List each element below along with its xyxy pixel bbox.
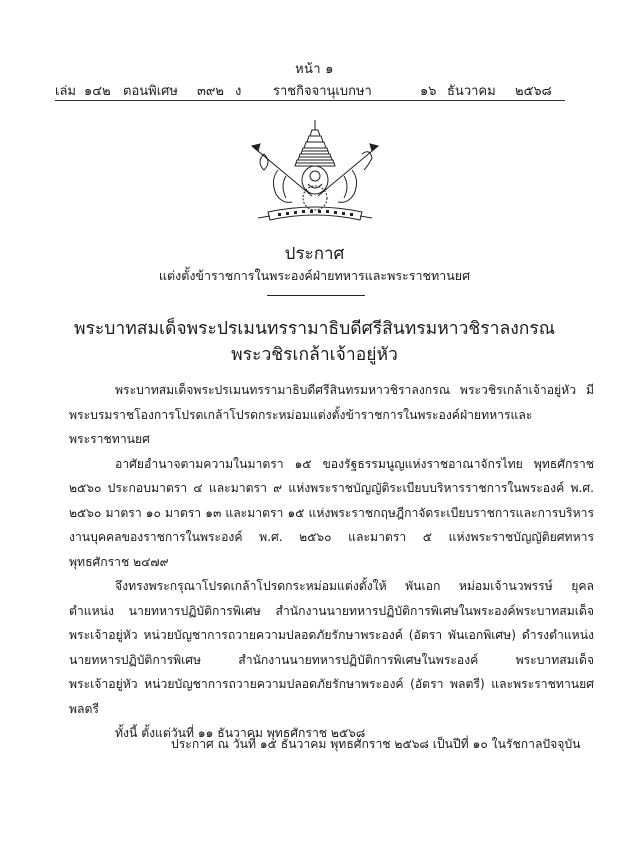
page-number: หน้า ๑ xyxy=(295,62,334,77)
gazette-name: ราชกิจจานุเบกษา xyxy=(273,84,372,99)
section-letter: ง xyxy=(235,84,242,99)
volume-number: ๑๔๒ xyxy=(84,84,111,99)
body-paragraph-effective-date: ทั้งนี้ ตั้งแต่วันที่ ๑๑ ธันวาคม พุทธศักราช ๒๕๖๘ xyxy=(115,726,366,740)
announcement-subtitle: แต่งตั้งข้าราชการในพระองค์ฝ่ายทหารและพระราชทานยศ xyxy=(158,268,471,283)
section-label: ตอนพิเศษ xyxy=(123,84,178,99)
king-name-heading xyxy=(0,316,629,368)
title-divider xyxy=(267,295,365,296)
royal-emblem-icon xyxy=(250,118,380,228)
header-date-year: ๒๕๖๘ xyxy=(515,84,552,99)
header-date-month: ธันวาคม xyxy=(447,84,496,99)
gazette-header xyxy=(55,80,565,101)
announcement-closing-date: ประกาศ ณ วันที่ ๑๕ ธันวาคม พุทธศักราช ๒๕๖๘ เป็นปีที่ ๑๐ ในรัชกาลปัจจุบัน xyxy=(171,737,581,751)
announcement-body xyxy=(69,378,594,746)
body-paragraph-appointment: จึงทรงพระกรุณาโปรดเกล้าโปรดกระหม่อมแต่งตั้งให้ พันเอก หม่อมเจ้านวพรรษ์ ยุคล ตำแหน่ง นายทหารปฏิบัติการพิเศษ สำนักงานนายทหารปฏิบัติการพิเศษในพระองค์พระบาทสมเด็จพระเจ้าอยู่หัว หน่วยบัญชาการถวายความปลอดภัยรักษาพระองค์ (อัตรา พันเอกพิเศษ) ดำรงตำแหน่ง นายทหารปฏิบัติการพิเศษ สำนักงานนายทหารปฏิบัติการพิเศษในพระองค์ พระบาทสมเด็จพระเจ้าอยู่หัว หน่วยบัญชาการถวายความปลอดภัยรักษาพระองค์ (อัตรา พลตรี) และพระราชทานยศ พลตรี xyxy=(69,579,594,716)
king-name-line-1: พระบาทสมเด็จพระปรเมนทรรามาธิบดีศรีสินทรมหาวชิราลงกรณ xyxy=(73,319,556,339)
volume-label: เล่ม xyxy=(55,84,76,99)
body-paragraph-legal-basis: อาศัยอำนาจตามความในมาตรา ๑๕ ของรัฐธรรมนูญแห่งราชอาณาจักรไทย พุทธศักราช ๒๕๖๐ ประกอบมาตรา ๔ และมาตรา ๙ แห่งพระราชบัญญัติระเบียบบริหารราชการในพระองค์ พ.ศ. ๒๕๖๐ มาตรา ๑๐ มาตรา ๑๓ และมาตรา ๑๕ แห่งพระราชกฤษฎีกาจัดระเบียบราชการและการบริหารงานบุคคลของราชการในพระองค์ พ.ศ. ๒๕๖๐ และมาตรา ๕ แห่งพระราชบัญญัติยศทหาร พุทธศักราช ๒๔๗๙ xyxy=(69,456,594,569)
announcement-title: ประกาศ xyxy=(284,244,345,264)
header-date-day: ๑๖ xyxy=(420,84,437,99)
body-paragraph-royal-command: พระบาทสมเด็จพระปรเมนทรรามาธิบดีศรีสินทรมหาวชิราลงกรณ พระวชิรเกล้าเจ้าอยู่หัว มีพระบรมราชโองการโปรดเกล้าโปรดกระหม่อมแต่งตั้งข้าราชการในพระองค์ฝ่ายทหารและพระราชทานยศ xyxy=(69,383,594,446)
king-name-line-2: พระวชิรเกล้าเจ้าอยู่หัว xyxy=(231,345,398,365)
section-number: ๓๙๒ xyxy=(197,84,224,99)
